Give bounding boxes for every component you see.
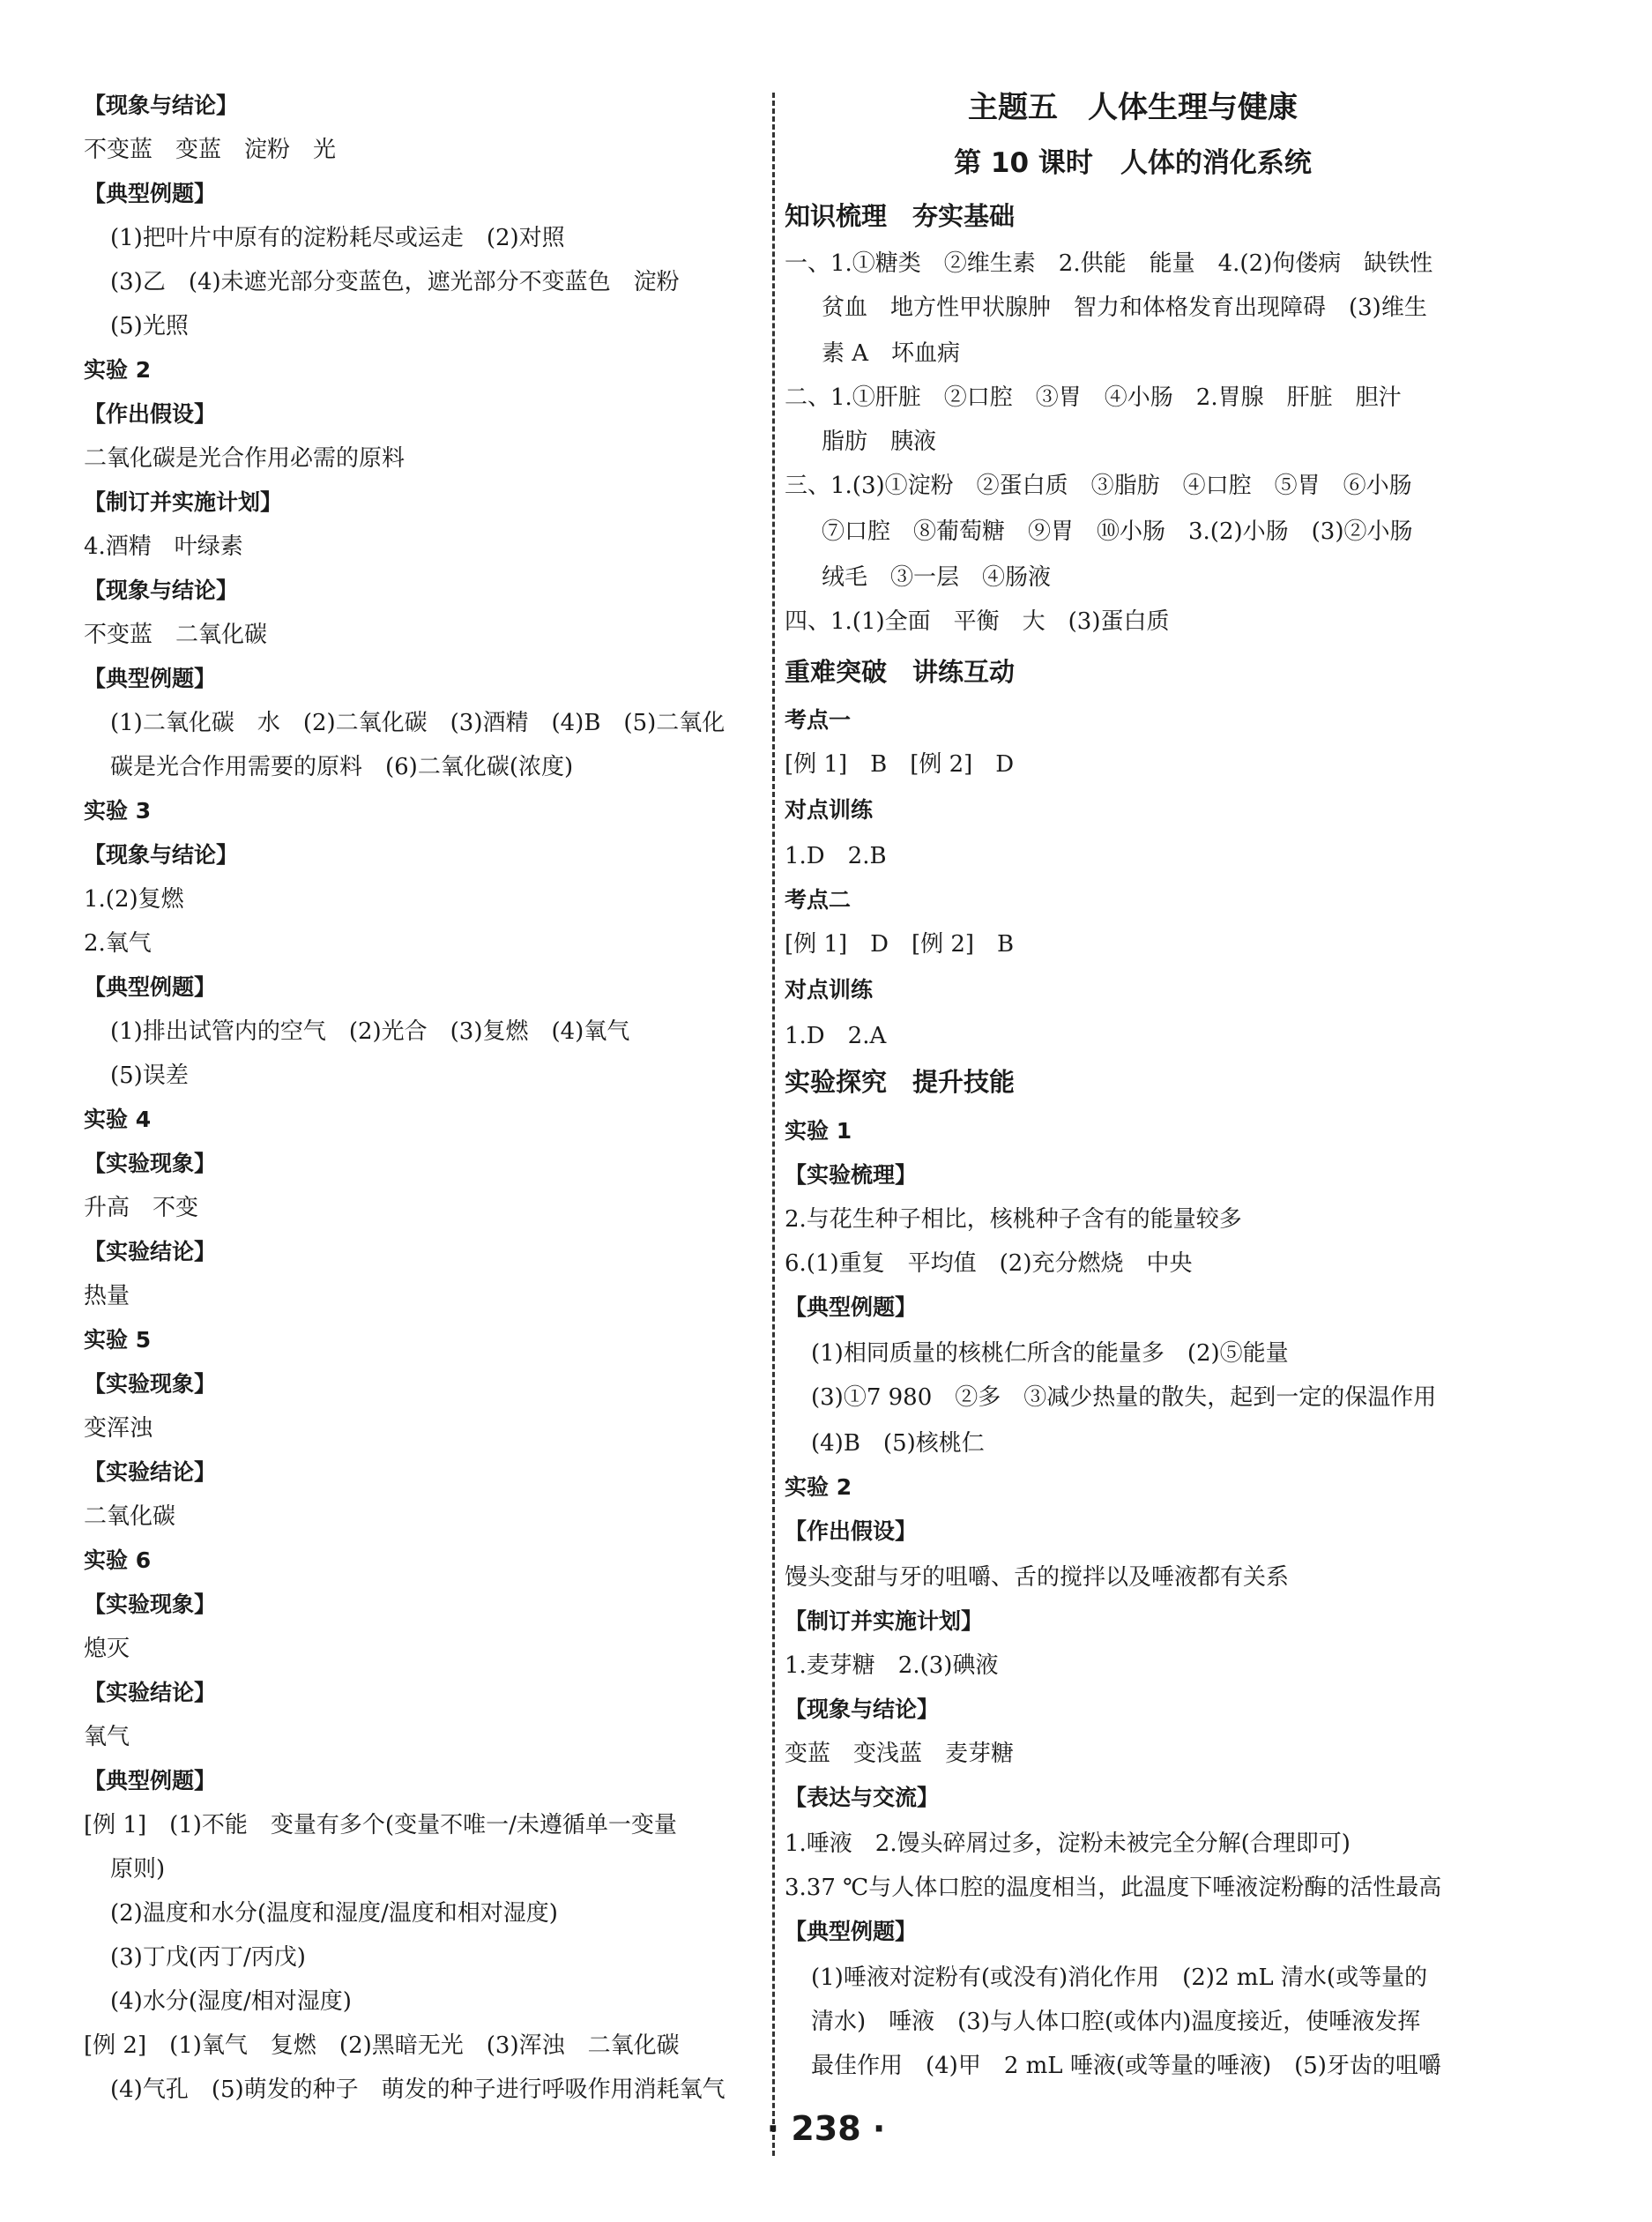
section-label: 【典型例题】 — [785, 1294, 918, 1320]
answer-line: [例 1] D [例 2] B — [785, 931, 1015, 958]
practice-label: 对点训练 — [785, 797, 874, 823]
answer-line: 3.37 ℃与人体口腔的温度相当，此温度下唾液淀粉酶的活性最高 — [785, 1875, 1442, 1901]
section-label: 【现象与结论】 — [84, 93, 239, 118]
section-label: 【典型例题】 — [785, 1919, 918, 1944]
section-label: 【典型例题】 — [84, 666, 217, 691]
answer-line: (2)温度和水分(温度和湿度/温度和相对湿度) — [110, 1900, 558, 1927]
answer-line: 氧气 — [84, 1724, 130, 1750]
topic-title: 主题五 人体生理与健康 — [968, 90, 1298, 125]
section-heading: 重难突破 讲练互动 — [785, 657, 1016, 687]
section-label: 【实验结论】 — [84, 1459, 217, 1485]
answer-line: 热量 — [84, 1283, 130, 1309]
answer-line: 二氧化碳是光合作用必需的原料 — [84, 445, 406, 472]
answer-line: 熄灭 — [84, 1636, 130, 1662]
answer-line: (1)把叶片中原有的淀粉耗尽或运走 (2)对照 — [110, 225, 565, 251]
answer-line: 变浑浊 — [84, 1415, 153, 1442]
answer-line: 升高 不变 — [84, 1195, 199, 1221]
answer-line: 二氧化碳 — [84, 1503, 176, 1530]
answer-line: 4.酒精 叶绿素 — [84, 533, 243, 560]
section-label: 【典型例题】 — [84, 181, 217, 206]
answer-line: 素 A 坏血病 — [822, 340, 961, 367]
answer-line: (4)气孔 (5)萌发的种子 萌发的种子进行呼吸作用消耗氧气 — [110, 2077, 726, 2103]
section-label: 【现象与结论】 — [785, 1696, 940, 1722]
answer-line: (3)乙 (4)未遮光部分变蓝色，遮光部分不变蓝色 淀粉 — [110, 269, 680, 295]
answer-line: (4)B (5)核桃仁 — [811, 1430, 985, 1457]
section-label: 【现象与结论】 — [84, 578, 239, 603]
answer-line: [例 2] (1)氧气 复燃 (2)黑暗无光 (3)浑浊 二氧化碳 — [84, 2032, 680, 2059]
answer-line: 2.与花生种子相比，核桃种子含有的能量较多 — [785, 1206, 1242, 1233]
answer-line: 原则) — [110, 1856, 166, 1883]
answer-line: [例 1] B [例 2] D — [785, 751, 1015, 778]
answer-line: (1)排出试管内的空气 (2)光合 (3)复燃 (4)氧气 — [110, 1018, 630, 1045]
section-label: 【实验现象】 — [84, 1371, 217, 1397]
answer-line: 1.D 2.A — [785, 1023, 887, 1049]
answer-line: 馒头变甜与牙的咀嚼、舌的搅拌以及唾液都有关系 — [785, 1564, 1290, 1591]
section-heading: 知识梳理 夯实基础 — [785, 201, 1016, 231]
lesson-title: 第 10 课时 人体的消化系统 — [954, 147, 1312, 179]
experiment-heading: 实验 3 — [84, 798, 152, 824]
answer-line: [例 1] (1)不能 变量有多个(变量不唯一/未遵循单一变量 — [84, 1812, 677, 1838]
experiment-heading: 实验 5 — [84, 1327, 152, 1353]
answer-line: 1.麦芽糖 2.(3)碘液 — [785, 1652, 999, 1679]
answer-line: 贫血 地方性甲状腺肿 智力和体格发育出现障碍 (3)维生 — [822, 295, 1427, 321]
answer-line: (4)水分(湿度/相对湿度) — [110, 1988, 352, 2015]
section-label: 【作出假设】 — [84, 401, 217, 427]
answer-line: 1.D 2.B — [785, 843, 887, 869]
experiment-heading: 实验 6 — [84, 1547, 152, 1573]
experiment-heading: 实验 1 — [785, 1118, 852, 1144]
key-point-label: 考点一 — [785, 707, 852, 733]
answer-line: 四、1.(1)全面 平衡 大 (3)蛋白质 — [785, 608, 1170, 635]
answer-line: 脂肪 胰液 — [822, 429, 937, 455]
answer-line: (3)①7 980 ②多 ③减少热量的散失，起到一定的保温作用 — [811, 1384, 1437, 1411]
experiment-heading: 实验 4 — [84, 1107, 152, 1132]
page-number: · 238 · — [766, 2109, 886, 2148]
key-point-label: 考点二 — [785, 887, 852, 913]
answer-line: 1.(2)复燃 — [84, 886, 184, 913]
answer-line: 清水) 唾液 (3)与人体口腔(或体内)温度接近，使唾液发挥 — [811, 2009, 1421, 2035]
section-label: 【实验结论】 — [84, 1239, 217, 1264]
answer-line: (1)唾液对淀粉有(或没有)消化作用 (2)2 mL 清水(或等量的 — [811, 1965, 1428, 1991]
experiment-heading: 实验 2 — [785, 1474, 852, 1500]
section-label: 【作出假设】 — [785, 1518, 918, 1544]
section-heading: 实验探究 提升技能 — [785, 1067, 1016, 1097]
section-label: 【实验梳理】 — [785, 1162, 918, 1188]
answer-line: 二、1.①肝脏 ②口腔 ③胃 ④小肠 2.胃腺 肝脏 胆汁 — [785, 384, 1402, 411]
section-label: 【制订并实施计划】 — [84, 489, 283, 515]
answer-line: (5)光照 — [110, 313, 189, 339]
section-label: 【典型例题】 — [84, 1768, 217, 1793]
answer-line: ⑦口腔 ⑧葡萄糖 ⑨胃 ⑩小肠 3.(2)小肠 (3)②小肠 — [822, 518, 1413, 545]
section-label: 【实验现象】 — [84, 1592, 217, 1617]
answer-line: 不变蓝 变蓝 淀粉 光 — [84, 137, 337, 163]
answer-line: 变蓝 变浅蓝 麦芽糖 — [785, 1741, 1015, 1767]
answer-line: 三、1.(3)①淀粉 ②蛋白质 ③脂肪 ④口腔 ⑤胃 ⑥小肠 — [785, 473, 1412, 499]
answer-line: 2.氧气 — [84, 930, 152, 957]
section-label: 【实验结论】 — [84, 1680, 217, 1705]
column-divider — [772, 93, 775, 2156]
answer-line: 碳是光合作用需要的原料 (6)二氧化碳(浓度) — [110, 754, 574, 780]
section-label: 【制订并实施计划】 — [785, 1608, 984, 1634]
answer-line: 1.唾液 2.馒头碎屑过多，淀粉未被完全分解(合理即可) — [785, 1831, 1351, 1857]
answer-line: (5)误差 — [110, 1063, 189, 1089]
section-label: 【表达与交流】 — [785, 1785, 940, 1810]
answer-line: 最佳作用 (4)甲 2 mL 唾液(或等量的唾液) (5)牙齿的咀嚼 — [811, 2053, 1441, 2079]
answer-line: 一、1.①糖类 ②维生素 2.供能 能量 4.(2)佝偻病 缺铁性 — [785, 250, 1433, 277]
answer-line: (3)丁戊(丙丁/丙戊) — [110, 1944, 306, 1971]
answer-line: (1)二氧化碳 水 (2)二氧化碳 (3)酒精 (4)B (5)二氧化 — [110, 710, 726, 736]
answer-line: 绒毛 ③一层 ④肠液 — [822, 564, 1052, 591]
practice-label: 对点训练 — [785, 977, 874, 1003]
section-label: 【典型例题】 — [84, 974, 217, 1000]
section-label: 【实验现象】 — [84, 1151, 217, 1176]
experiment-heading: 实验 2 — [84, 357, 152, 383]
answer-line: (1)相同质量的核桃仁所含的能量多 (2)⑤能量 — [811, 1340, 1289, 1367]
answer-line: 不变蓝 二氧化碳 — [84, 622, 268, 648]
section-label: 【现象与结论】 — [84, 842, 239, 868]
answer-line: 6.(1)重复 平均值 (2)充分燃烧 中央 — [785, 1250, 1193, 1277]
